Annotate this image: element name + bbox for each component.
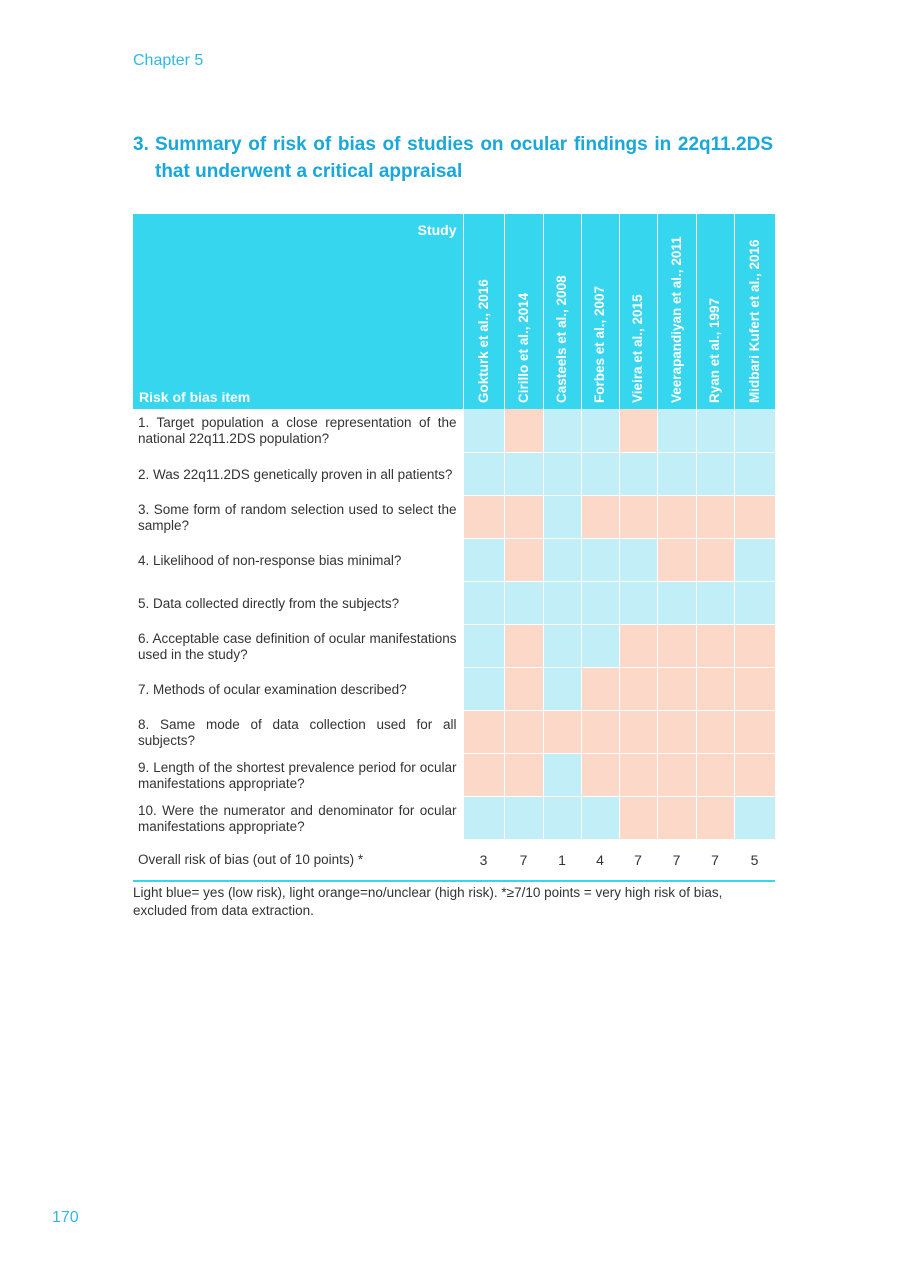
header-corner-cell [133,214,463,409]
study-header [657,214,696,409]
rating-cell-low-risk [463,409,504,452]
chapter-label: Chapter 5 [133,52,204,69]
study-name: Gokturk et al., 2016 [475,279,491,403]
rating-cell-low-risk [734,581,775,624]
rating-cell-high-risk [657,710,696,753]
rating-cell-high-risk [619,624,657,667]
overall-score-label: Overall risk of bias (out of 10 points) * [133,839,463,881]
rating-cell-high-risk [657,538,696,581]
study-name: Cirillo et al., 2014 [515,292,531,403]
study-header [696,214,734,409]
section-title: Summary of risk of bias of studies on ocular findings in 22q11.2DS that underwent a critical appraisal [155,134,773,182]
risk-item-axis-label: Risk of bias item [139,389,251,405]
rating-cell-low-risk [463,538,504,581]
table-row [133,710,775,753]
rating-cell-low-risk [581,452,619,495]
rating-cell-high-risk [657,753,696,796]
overall-score-value: 4 [581,839,619,881]
overall-score-row [133,839,775,881]
study-header [463,214,504,409]
rating-cell-low-risk [657,452,696,495]
rating-cell-low-risk [504,452,543,495]
table-row [133,495,775,538]
study-name: Forbes et al., 2007 [592,285,607,403]
rating-cell-low-risk [463,796,504,839]
risk-item-label: 6. Acceptable case definition of ocular manifestations used in the study? [133,624,463,667]
rating-cell-low-risk [696,581,734,624]
study-header [504,214,543,409]
rating-cell-high-risk [734,624,775,667]
rating-cell-high-risk [504,624,543,667]
rating-cell-high-risk [543,710,581,753]
rating-cell-low-risk [543,409,581,452]
rating-cell-low-risk [657,581,696,624]
rating-cell-low-risk [734,796,775,839]
rating-cell-high-risk [734,667,775,710]
rating-cell-high-risk [657,624,696,667]
study-axis-label: Study [417,222,457,238]
rating-cell-high-risk [581,495,619,538]
risk-item-label: 9. Length of the shortest prevalence period for ocular manifestations appropriate? [133,753,463,796]
study-name: Midbari Kufert et al., 2016 [746,239,762,403]
rating-cell-high-risk [504,538,543,581]
study-name: Veerapandiyan et al., 2011 [668,236,684,403]
study-header [619,214,657,409]
rating-cell-low-risk [734,538,775,581]
risk-item-label: 3. Some form of random selection used to select the sample? [133,495,463,538]
rating-cell-high-risk [657,667,696,710]
rating-cell-high-risk [619,710,657,753]
rating-cell-high-risk [734,495,775,538]
rating-cell-high-risk [734,753,775,796]
rating-cell-high-risk [463,495,504,538]
overall-score-value: 1 [543,839,581,881]
rating-cell-high-risk [581,710,619,753]
rating-cell-low-risk [463,624,504,667]
study-name: Ryan et al., 1997 [707,297,722,403]
table-row [133,538,775,581]
table-row [133,753,775,796]
rating-cell-low-risk [619,452,657,495]
overall-score-value: 7 [657,839,696,881]
table-body [133,409,775,881]
rating-cell-high-risk [657,796,696,839]
rating-cell-high-risk [696,538,734,581]
rating-cell-high-risk [619,667,657,710]
rating-cell-low-risk [543,667,581,710]
rating-cell-low-risk [504,796,543,839]
risk-item-label: 4. Likelihood of non-response bias minimal? [133,538,463,581]
rating-cell-low-risk [581,409,619,452]
rating-cell-low-risk [543,495,581,538]
risk-item-label: 8. Same mode of data collection used for all subjects? [133,710,463,753]
rating-cell-high-risk [696,753,734,796]
risk-item-label: 2. Was 22q11.2DS genetically proven in all patients? [133,452,463,495]
section-heading [133,131,773,185]
table-header-row [133,214,775,409]
rating-cell-high-risk [696,495,734,538]
table-row [133,452,775,495]
rating-cell-high-risk [657,495,696,538]
rating-cell-low-risk [543,624,581,667]
rating-cell-low-risk [463,581,504,624]
rating-cell-low-risk [543,753,581,796]
risk-item-label: 10. Were the numerator and denominator for ocular manifestations appropriate? [133,796,463,839]
table-row [133,796,775,839]
table-row [133,409,775,452]
rating-cell-low-risk [543,452,581,495]
rating-cell-high-risk [619,495,657,538]
rating-cell-high-risk [504,667,543,710]
rating-cell-low-risk [543,538,581,581]
rating-cell-high-risk [734,710,775,753]
overall-score-value: 3 [463,839,504,881]
rating-cell-low-risk [696,409,734,452]
rating-cell-high-risk [504,710,543,753]
risk-item-label: 5. Data collected directly from the subjects? [133,581,463,624]
rating-cell-low-risk [619,581,657,624]
study-name: Casteels et al., 2008 [554,275,569,403]
rating-cell-low-risk [581,538,619,581]
page-number: 170 [52,1209,79,1226]
rating-cell-high-risk [619,409,657,452]
rating-cell-high-risk [581,667,619,710]
rating-cell-high-risk [504,495,543,538]
rating-cell-high-risk [619,796,657,839]
rating-cell-low-risk [463,667,504,710]
study-header [543,214,581,409]
rating-cell-low-risk [581,624,619,667]
rating-cell-high-risk [463,710,504,753]
rating-cell-high-risk [504,409,543,452]
rating-cell-high-risk [696,710,734,753]
study-header [734,214,775,409]
rating-cell-low-risk [581,581,619,624]
rating-cell-low-risk [734,409,775,452]
overall-score-value: 5 [734,839,775,881]
rating-cell-low-risk [504,581,543,624]
overall-score-value: 7 [619,839,657,881]
rating-cell-high-risk [581,753,619,796]
table-row [133,581,775,624]
rating-cell-high-risk [696,667,734,710]
rating-cell-low-risk [543,796,581,839]
risk-item-label: 1. Target population a close representation of the national 22q11.2DS population? [133,409,463,452]
rating-cell-low-risk [581,796,619,839]
rating-cell-low-risk [734,452,775,495]
risk-item-label: 7. Methods of ocular examination described? [133,667,463,710]
rating-cell-low-risk [657,409,696,452]
rating-cell-low-risk [696,452,734,495]
rating-cell-high-risk [463,753,504,796]
rating-cell-high-risk [504,753,543,796]
rating-cell-low-risk [543,581,581,624]
rating-cell-low-risk [619,538,657,581]
table-row [133,624,775,667]
rating-cell-high-risk [619,753,657,796]
study-name: Vieira et al., 2015 [630,294,645,403]
table-footnote: Light blue= yes (low risk), light orange=no/unclear (high risk). *≥7/10 points = very high risk of bias, excluded from data extraction. [133,885,723,918]
table-row [133,667,775,710]
study-header [581,214,619,409]
overall-score-value: 7 [504,839,543,881]
risk-of-bias-table [133,214,775,882]
overall-score-value: 7 [696,839,734,881]
section-number: 3. [133,134,149,155]
rating-cell-high-risk [696,624,734,667]
rating-cell-high-risk [696,796,734,839]
rating-cell-low-risk [463,452,504,495]
